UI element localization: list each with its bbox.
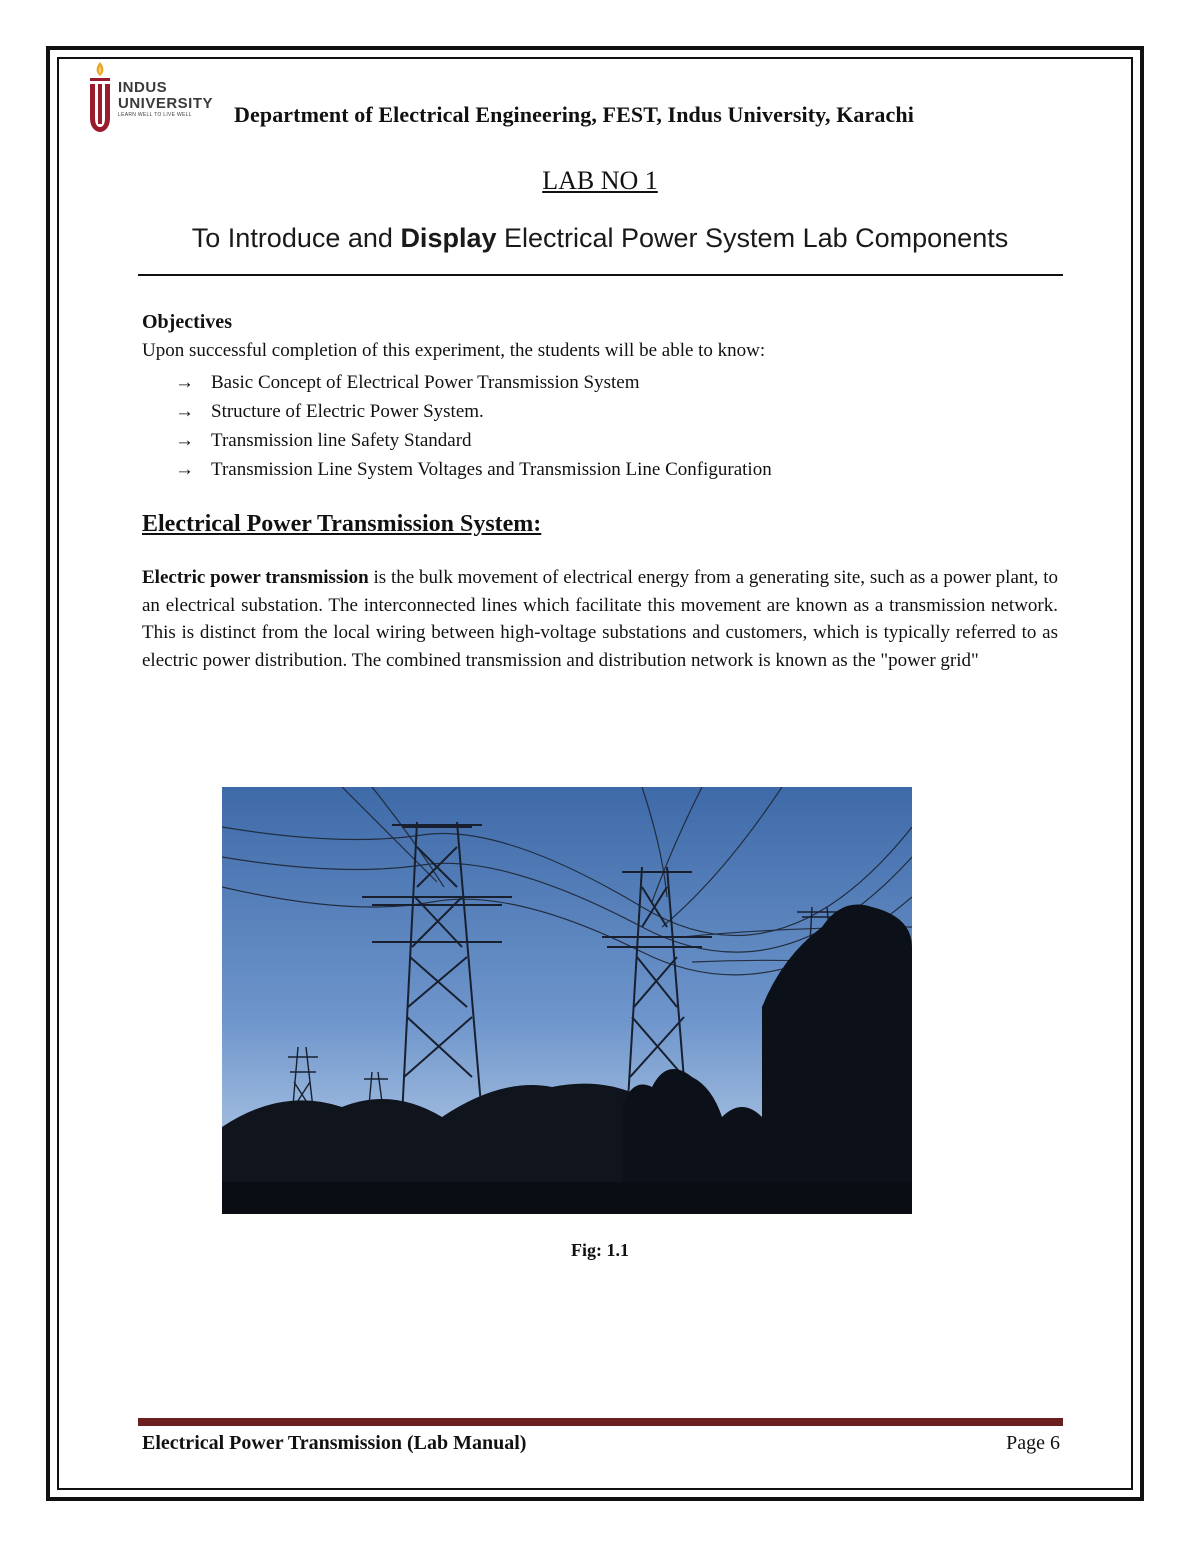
list-item: [175, 397, 772, 426]
logo-line-1: INDUS: [118, 79, 168, 96]
page-border-inner: [57, 57, 1133, 1490]
arrow-icon: →: [175, 401, 194, 422]
department-title: Department of Electrical Engineering, FEST, Indus University, Karachi: [234, 102, 914, 127]
subtitle-part-2: Electrical Power System Lab Components: [496, 223, 1009, 253]
page-number: Page 6: [1006, 1432, 1060, 1454]
university-logo: [84, 60, 224, 140]
section-paragraph: [142, 564, 1058, 674]
title-divider: [138, 274, 1063, 276]
paragraph-bold-term: Electric power transmission: [142, 567, 369, 588]
list-item: [175, 455, 772, 484]
arrow-icon: →: [175, 372, 194, 393]
list-item: [175, 426, 772, 455]
transmission-towers-photo: [222, 787, 912, 1214]
page-header: [84, 60, 1064, 140]
subtitle-emphasis: Display: [400, 223, 497, 253]
arrow-icon: →: [175, 430, 194, 451]
arrow-icon: →: [175, 459, 194, 480]
objective-text: Structure of Electric Power System.: [211, 401, 484, 422]
objective-text: Transmission line Safety Standard: [211, 430, 472, 451]
logo-wordmark: [118, 80, 213, 118]
objective-text: Transmission Line System Voltages and Transmission Line Configuration: [211, 459, 772, 480]
section-heading: Electrical Power Transmission System:: [142, 511, 542, 537]
lab-subtitle: [0, 223, 1200, 254]
objectives-list: [175, 368, 772, 484]
objectives-intro: Upon successful completion of this experiment, the students will be able to know:: [142, 340, 766, 361]
objectives-heading: Objectives: [142, 311, 232, 333]
footer-title: Electrical Power Transmission (Lab Manual): [142, 1432, 527, 1454]
logo-line-2: UNIVERSITY: [118, 95, 214, 112]
logo-emblem-icon: [84, 60, 118, 138]
lab-number-title: LAB NO 1: [542, 166, 658, 195]
logo-tagline: LEARN WELL TO LIVE WELL: [118, 112, 192, 118]
subtitle-part-1: To Introduce and: [191, 223, 401, 253]
paragraph-body: is the bulk movement of electrical energy from a generating site, such as a power plant, to an electrical substation. The interconnected lines which facilitate this movement are known as a transmission network. This is distinct from the local wiring between high-voltage substations and customers, which is typically referred to as electric power distribution. The combined transmission and distribution network is known as the "power grid": [142, 567, 1058, 671]
list-item: [175, 368, 772, 397]
figure-caption: Fig: 1.1: [571, 1240, 629, 1260]
objective-text: Basic Concept of Electrical Power Transmission System: [211, 372, 640, 393]
footer-divider: [138, 1418, 1063, 1426]
